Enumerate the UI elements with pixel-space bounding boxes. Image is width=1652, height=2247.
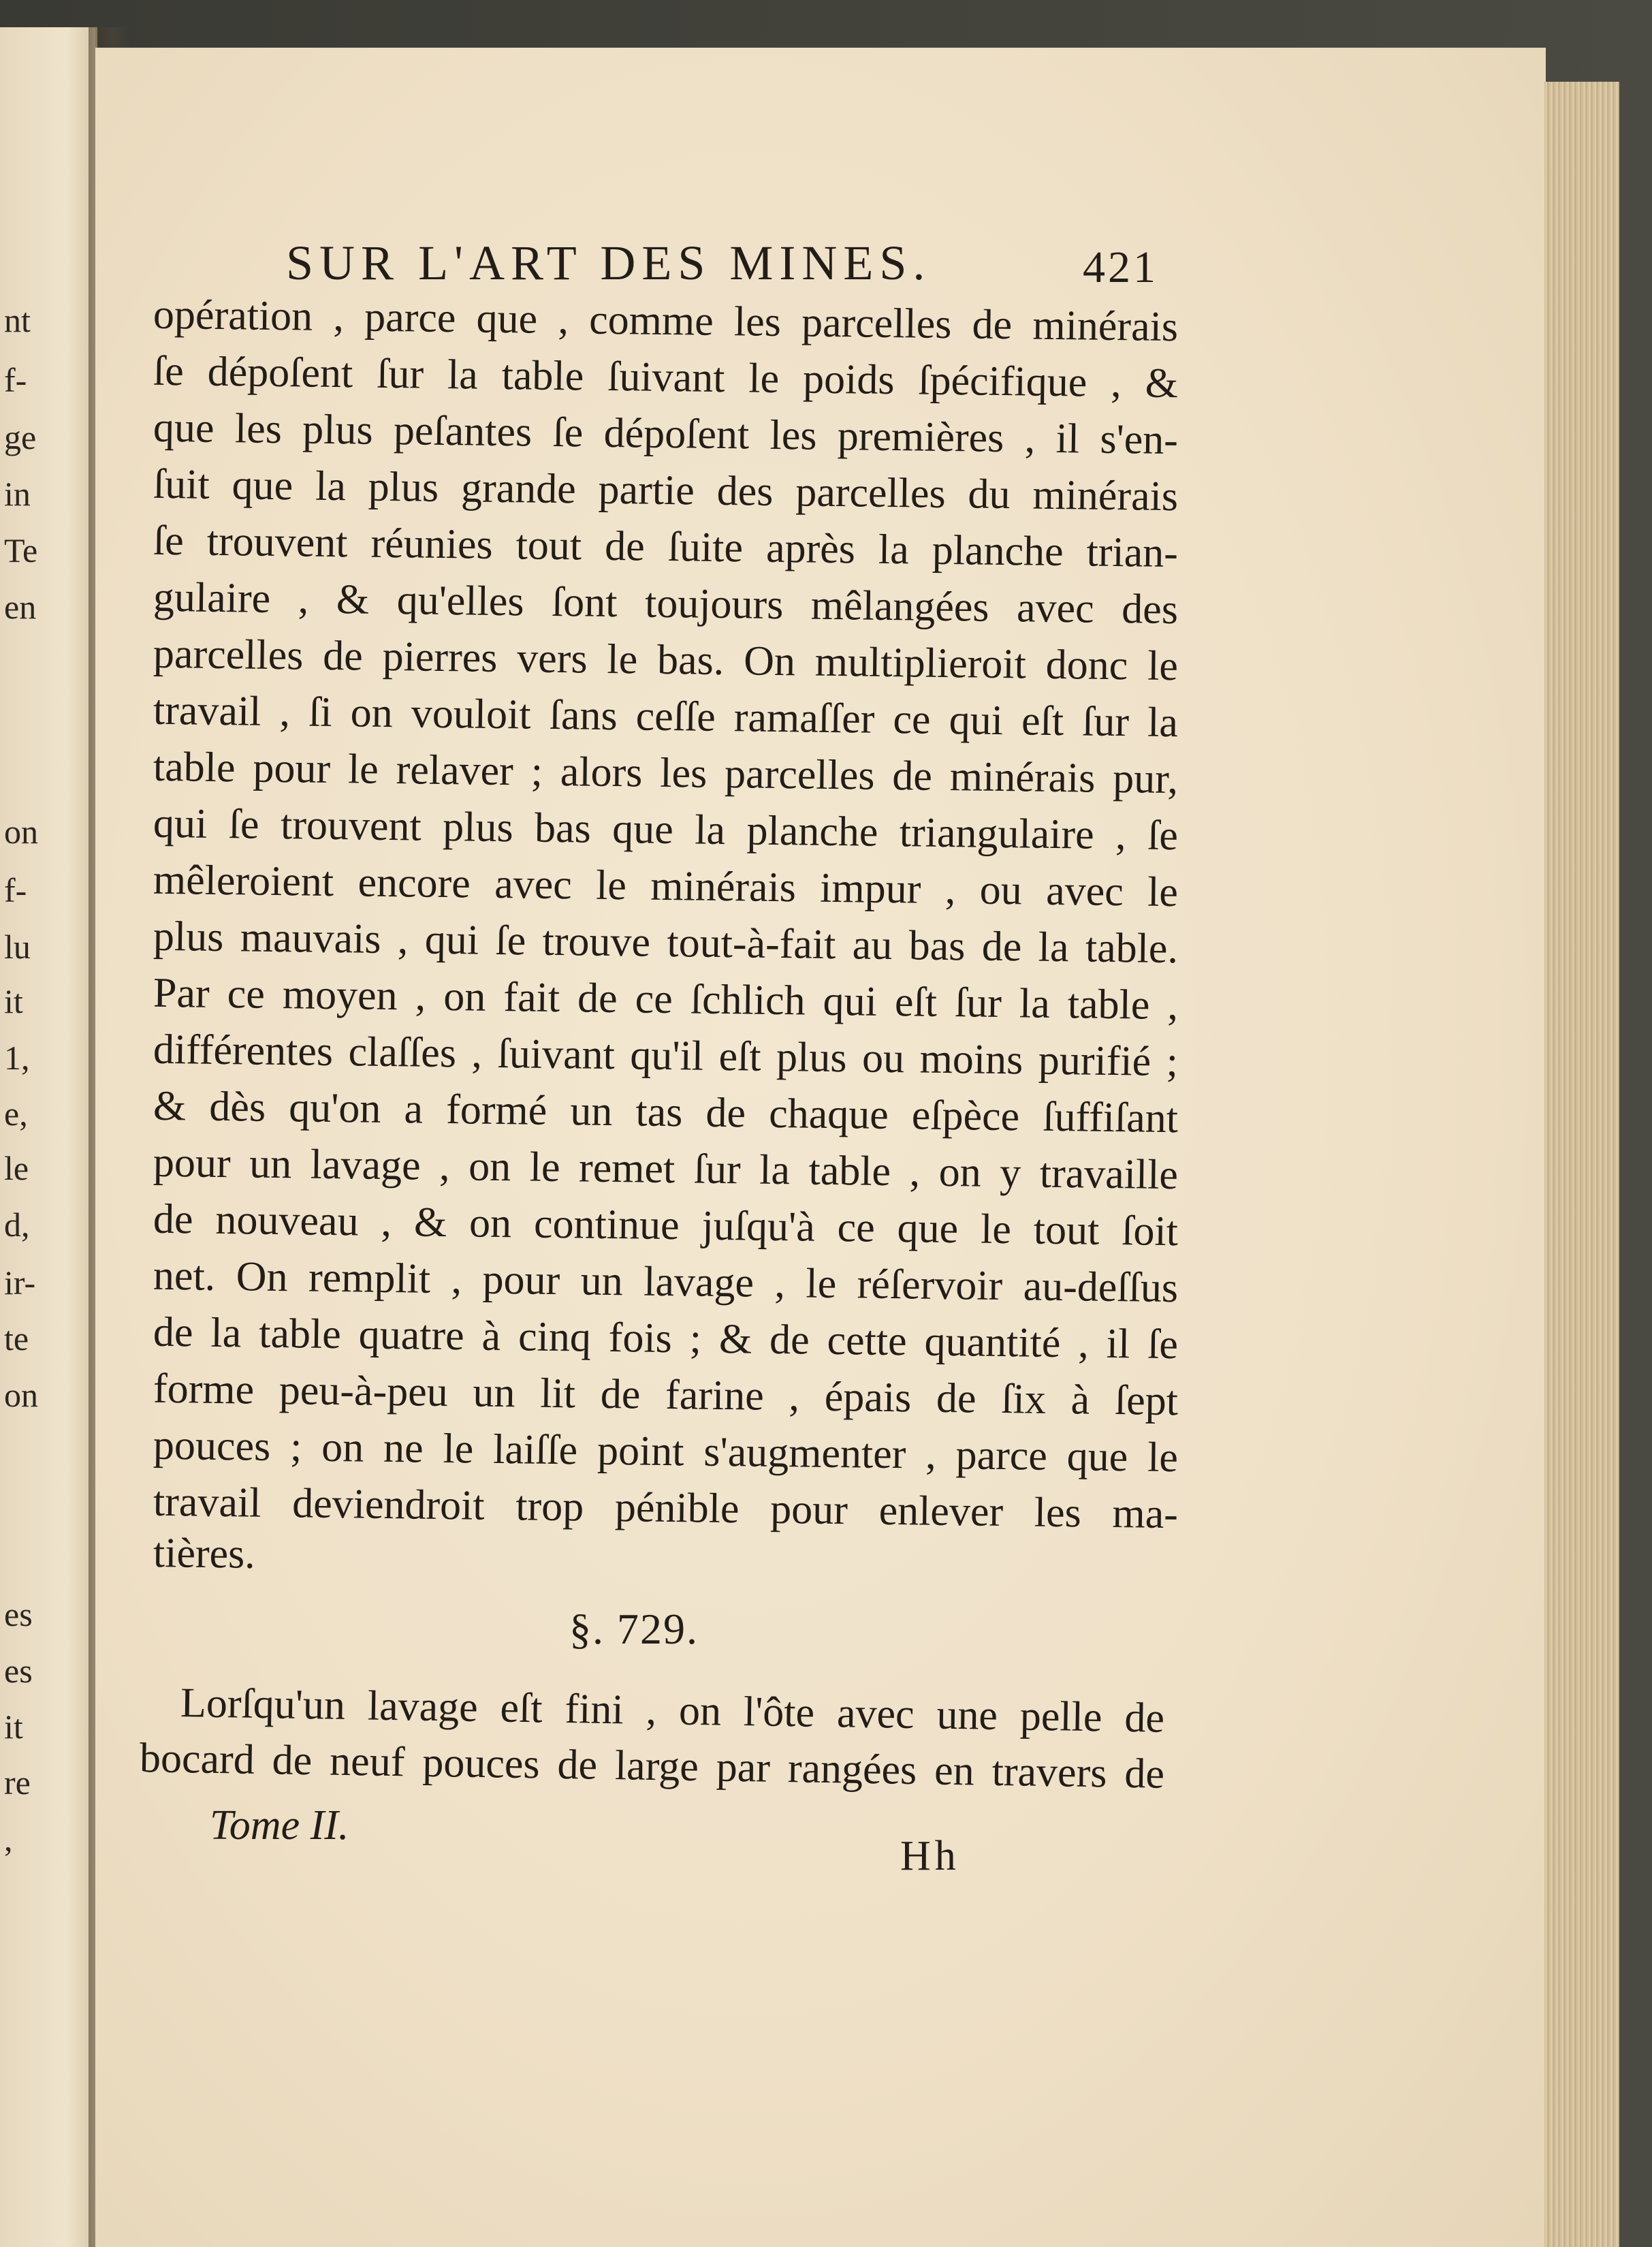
left-fragment: ge [4, 418, 37, 456]
left-fragment: es [4, 1595, 33, 1633]
text-line: différentes claſſes , ſuivant qu'il eſt plus ou moins purifié ; [153, 1026, 1179, 1086]
left-facing-page [0, 27, 97, 2247]
left-fragment: nt [4, 301, 31, 339]
text-line: bocard de neuf pouces de large par rangées en travers de [139, 1735, 1165, 1797]
text-line: qui ſe trouvent plus bas que la planche triangulaire , ſe [153, 800, 1179, 860]
text-line: pour un lavage , on le remet ſur la table , on y travaille [153, 1139, 1179, 1199]
second-paragraph [139, 1680, 1165, 1812]
left-fragment: Te [4, 531, 38, 569]
text-line: de la table quatre à cinq fois ; & de cette quantité , il ſe [153, 1308, 1179, 1368]
text-line: plus mauvais , qui ſe trouve tout-à-fait au bas de la table. [153, 913, 1179, 973]
text-line: travail deviendroit trop pénible pour enlever les ma- [153, 1478, 1179, 1538]
text-line: Par ce moyen , on fait de ce ſchlich qui eſt ſur la table , [153, 969, 1179, 1029]
left-fragment: f- [4, 361, 27, 399]
left-fragment: le [4, 1149, 29, 1187]
page-fore-edge [1544, 82, 1619, 2247]
left-fragment: 1, [4, 1039, 30, 1077]
left-fragment: it [4, 1708, 23, 1746]
section-number: §. 729. [569, 1605, 699, 1653]
left-fragment: , [4, 1820, 13, 1858]
text-line: opération , parce que , comme les parcelles de minérais [153, 291, 1179, 351]
running-head: SUR L'ART DES MINES. [286, 236, 932, 290]
left-fragment: it [4, 982, 23, 1020]
text-line: de nouveau , & on continue juſqu'à ce que le tout ſoit [153, 1195, 1179, 1255]
left-fragment: lu [4, 928, 31, 966]
left-fragment: e, [4, 1095, 28, 1133]
main-text [153, 291, 1179, 1580]
text-line: que les plus peſantes ſe dépoſent les premières , il s'en- [153, 404, 1179, 464]
text-line: tières. [153, 1530, 256, 1577]
text-line: pouces ; on ne le laiſſe point s'augmenter , parce que le [153, 1421, 1179, 1481]
page-number: 421 [1083, 242, 1158, 292]
text-line: Lorſqu'un lavage eſt fini , on l'ôte avec une pelle de [180, 1680, 1165, 1742]
left-fragment: es [4, 1652, 33, 1690]
text-line: net. On remplit , pour un lavage , le réſervoir au-deſſus [153, 1252, 1179, 1312]
left-fragment: en [4, 588, 37, 626]
left-fragment: on [4, 813, 38, 851]
left-fragment: in [4, 475, 31, 513]
text-line: ſe trouvent réunies tout de ſuite après la planche trian- [153, 517, 1179, 577]
text-line: & dès qu'on a formé un tas de chaque eſpèce ſuffiſant [153, 1082, 1179, 1142]
text-line: parcelles de pierres vers le bas. On multiplieroit donc le [153, 630, 1179, 690]
text-line: ſe dépoſent ſur la table ſuivant le poids ſpécifique , & [153, 347, 1179, 407]
left-fragment: te [4, 1319, 29, 1357]
left-fragment: d, [4, 1206, 30, 1244]
text-line: forme peu-à-peu un lit de farine , épais de ſix à ſept [153, 1365, 1179, 1425]
text-line: gulaire , & qu'elles ſont toujours mêlangées avec des [153, 573, 1179, 633]
volume-label: Tome II. [210, 1802, 349, 1849]
left-fragment: re [4, 1763, 31, 1802]
left-fragment: ir- [4, 1263, 36, 1302]
text-line: travail , ſi on vouloit ſans ceſſe ramaſſer ce qui eſt ſur la [153, 687, 1179, 747]
text-line: ſuit que la plus grande partie des parcelles du minérais [153, 460, 1179, 520]
signature-mark: Hh [900, 1833, 960, 1879]
text-line: table pour le relaver ; alors les parcelles de minérais pur, [153, 743, 1179, 803]
left-fragment: on [4, 1376, 38, 1414]
left-fragment: f- [4, 871, 27, 909]
text-line: mêleroient encore avec le minérais impur , ou avec le [153, 856, 1179, 916]
